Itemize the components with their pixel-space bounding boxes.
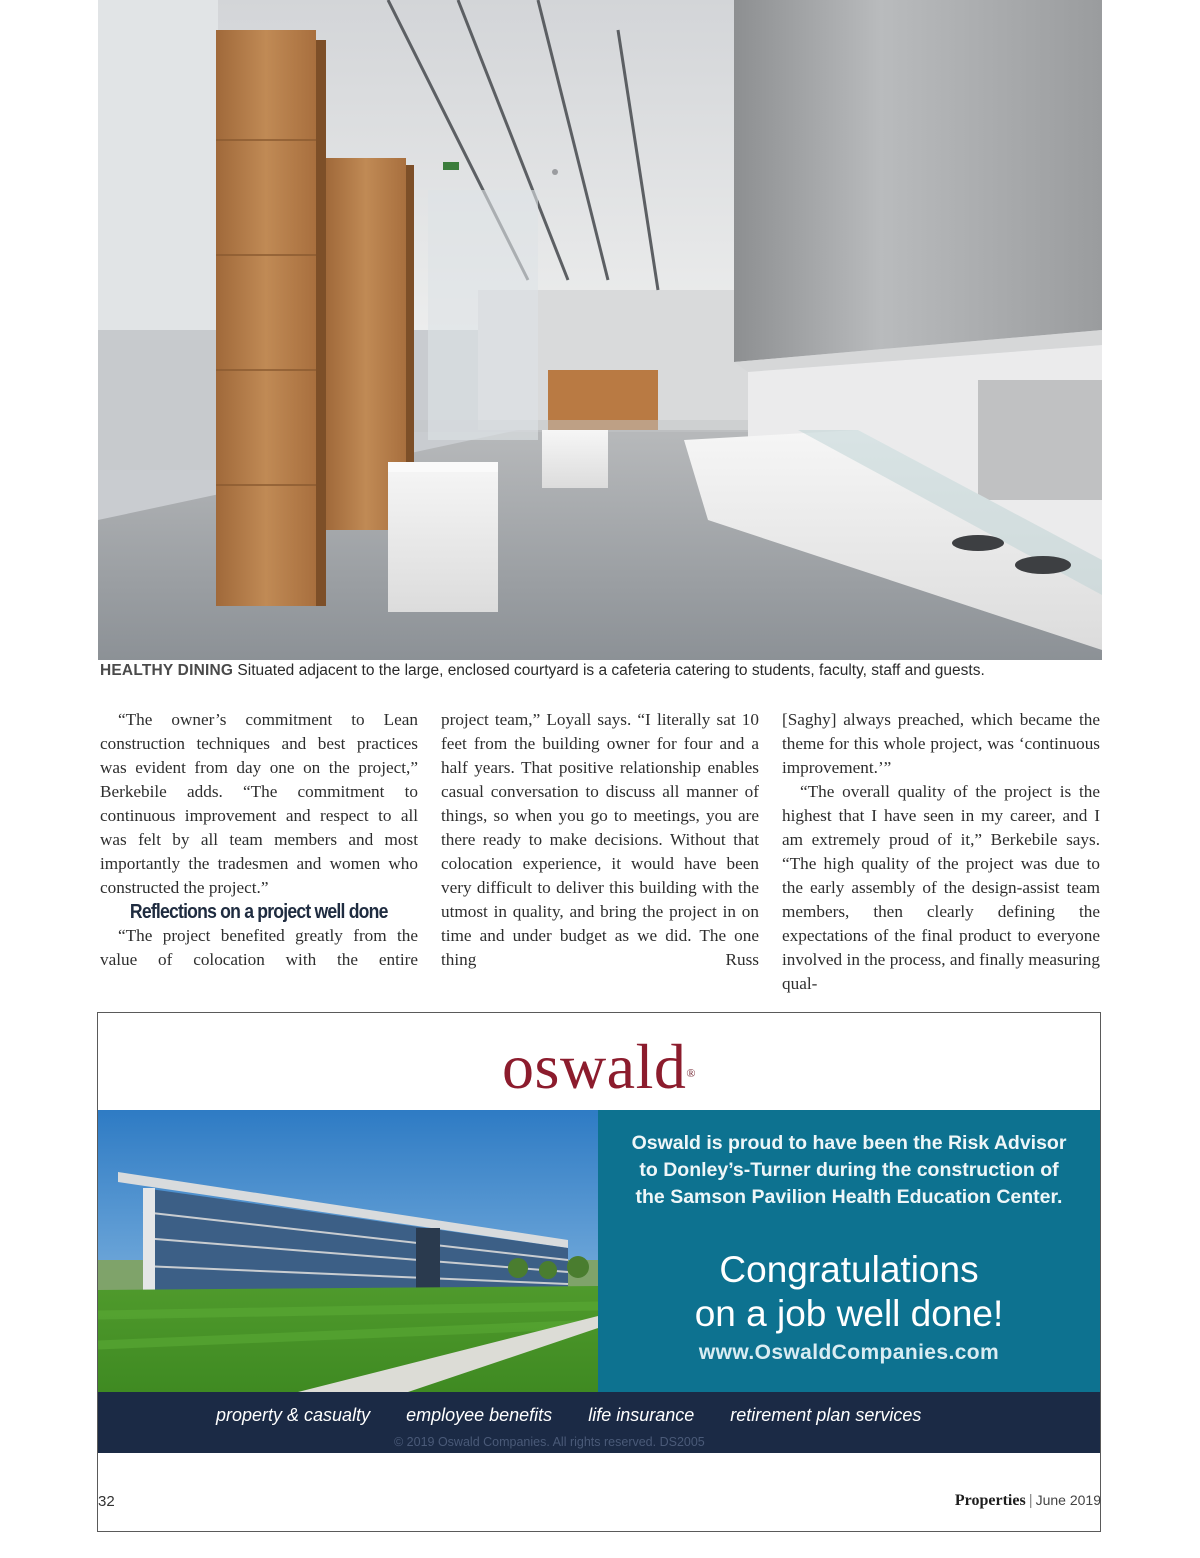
hero-photo [98, 0, 1102, 660]
page-number: 32 [98, 1493, 115, 1510]
paragraph: [Saghy] always preached, which became the theme for this whole project, was ‘continuous improvement.’” [782, 710, 1100, 777]
oswald-logo [98, 1027, 1100, 1107]
registered-mark: ® [686, 1066, 696, 1080]
statement-line: Oswald is proud to have been the Risk Advisor [631, 1132, 1067, 1154]
statement-line: to Donley’s-Turner during the construction of [639, 1159, 1059, 1181]
section-subhead: Reflections on a project well done [129, 901, 388, 923]
congrats-line: Congratulations [719, 1249, 979, 1290]
issue-date: June 2019 [1035, 1492, 1101, 1508]
services-bar [98, 1392, 1100, 1453]
paragraph: “The owner’s commitment to Lean construction techniques and best practices was evident from day one on the project,” Berkebile adds. “The commitment to continuous improvement and respect to all was felt by all team members and most importantly the tradesmen and women who constructed the project.” [100, 710, 418, 897]
website-link[interactable]: www.OswaldCompanies.com [698, 1341, 1000, 1364]
publication-name: Properties [954, 1492, 1026, 1509]
article-column-3 [782, 708, 1100, 996]
ad-message-panel [598, 1110, 1100, 1392]
service-item: property & casualty [216, 1405, 371, 1425]
statement-line: the Samson Pavilion Health Education Center. [635, 1186, 1063, 1208]
risk-advisor-statement [608, 1130, 1090, 1211]
service-item: employee benefits [406, 1405, 553, 1425]
congrats-line: on a job well done! [694, 1293, 1004, 1334]
paragraph: project team,” Loyall says. “I literally sat 10 feet from the building owner for four and a half years. That positive relationship enables casual conversation to discuss all manner of things, so when you go to meetings, you are there ready to make decisions. Without that colocation experience, it would have been very difficult to deliver this building with the utmost in quality, and bring the project in on time and under budget as we did. The one thing Russ [441, 710, 759, 969]
paragraph: “The project benefited greatly from the value of colocation with the entire [100, 926, 418, 969]
oswald-advertisement [97, 1012, 1101, 1532]
publication-folio [955, 1492, 1101, 1510]
photo-caption [100, 662, 1100, 680]
caption-label: HEALTHY DINING [100, 662, 234, 679]
ad-copyright: © 2019 Oswald Companies. All rights reserved. DS2005 [394, 1435, 705, 1449]
folio-separator: | [1028, 1492, 1033, 1509]
caption-text: Situated adjacent to the large, enclosed courtyard is a cafeteria catering to students, faculty, staff and guests. [233, 662, 985, 679]
cafeteria-photo [98, 0, 1102, 660]
building-image [98, 1110, 598, 1392]
article-column-2 [441, 708, 759, 972]
service-item: life insurance [588, 1405, 695, 1425]
services-list [216, 1405, 952, 1426]
service-item: retirement plan services [730, 1405, 922, 1425]
article-column-1 [100, 708, 418, 972]
congratulations-message [598, 1248, 1100, 1336]
building-photo [98, 1110, 598, 1392]
logo-wordmark: oswald [502, 1031, 687, 1102]
paragraph: “The overall quality of the project is the highest that I have seen in my career, and I am extremely proud of it,” Berkebile says. “The high quality of the project was due to the early assembly of the design-assist team members, then clearly defining the expectations of the final product to everyone involved in the process, and finally measuring qual- [782, 782, 1100, 993]
